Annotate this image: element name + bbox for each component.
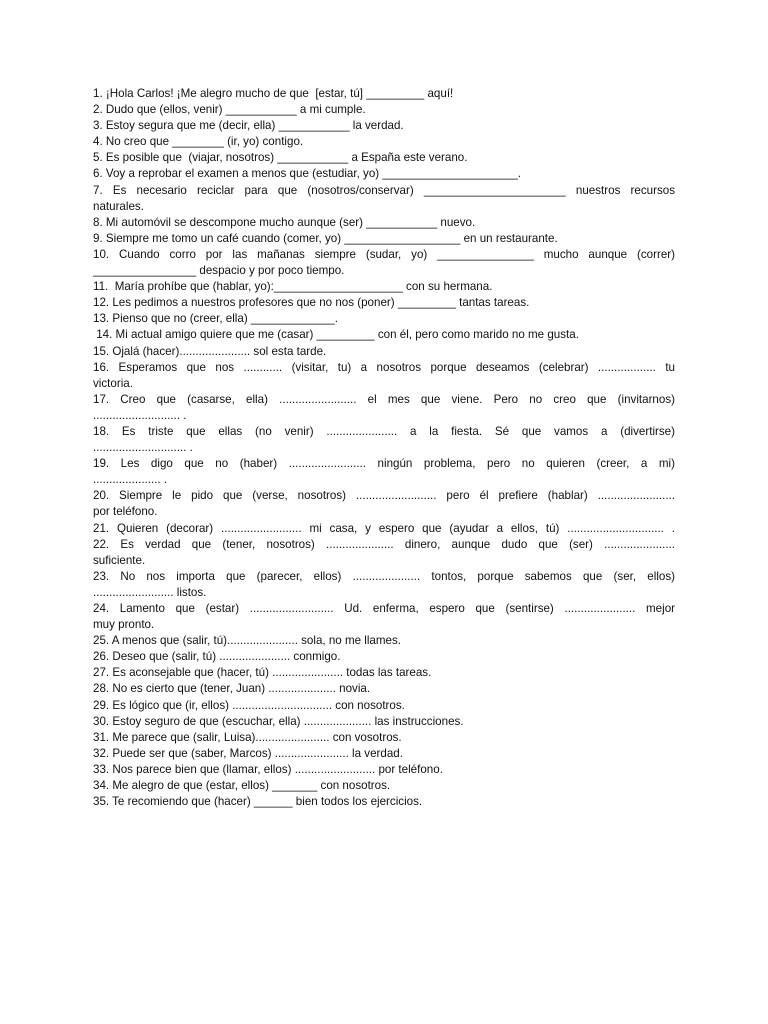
worksheet (93, 86, 675, 810)
exercise-line: 21. Quieren (decorar) ......................... mi casa, y espero que (ayudar a ellos, tú) .............................. . (93, 521, 675, 535)
exercise-line: 30. Estoy seguro de que (escuchar, ella) ..................... las instrucciones. (93, 714, 464, 728)
exercise-line: ......................... listos. (93, 585, 207, 599)
exercise-line: por teléfono. (93, 505, 158, 519)
exercise-line: 11. María prohíbe que (hablar, yo):____________________ con su hermana. (93, 280, 493, 294)
exercise-line: 35. Te recomiendo que (hacer) ______ bien todos los ejercicios. (93, 795, 423, 809)
exercise-line: 24. Lamento que (estar) .......................... Ud. enferma, espero que (sentirse) ...................... mejor (93, 602, 675, 615)
exercise-line: 15. Ojalá (hacer)...................... sol esta tarde. (93, 344, 327, 358)
exercise-line: 18. Es triste que ellas (no venir) ...................... a la fiesta. Sé que vamos a (divertirse) (93, 424, 675, 438)
exercise-line: 12. Les pedimos a nuestros profesores que no nos (poner) _________ tantas tareas. (93, 296, 530, 310)
exercise-line: 7. Es necesario reciclar para que (nosotros/conservar) ______________________ nuestros recursos (93, 183, 675, 197)
exercise-line: 9. Siempre me tomo un café cuando (comer, yo) __________________ en un restaurante. (93, 231, 558, 245)
exercise-line: 17. Creo que (casarse, ella) ........................ el mes que viene. Pero no creo que (invitarnos) (93, 392, 675, 406)
exercise-line: 8. Mi automóvil se descompone mucho aunque (ser) ___________ nuevo. (93, 215, 476, 229)
exercise-line: 32. Puede ser que (saber, Marcos) ....................... la verdad. (93, 746, 403, 760)
exercise-line: 13. Pienso que no (creer, ella) _____________. (93, 312, 338, 326)
exercise-line: naturales. (93, 199, 144, 213)
exercise-line: 26. Deseo que (salir, tú) ...................... conmigo. (93, 650, 341, 664)
exercise-line: 20. Siempre le pido que (verse, nosotros) ......................... pero él prefiere (hablar) ........................ (93, 489, 675, 503)
exercise-line: ........................... . (93, 408, 187, 422)
exercise-line: 22. Es verdad que (tener, nosotros) ..................... dinero, aunque dudo que (ser) ...................... (93, 537, 675, 551)
exercise-line: 31. Me parece que (salir, Luisa)....................... con vosotros. (93, 730, 402, 744)
exercise-line: 4. No creo que ________ (ir, yo) contigo. (93, 135, 304, 149)
exercise-line: ..................... . (93, 473, 168, 487)
exercise-line: ________________ despacio y por poco tiempo. (93, 264, 345, 278)
exercise-line: 28. No es cierto que (tener, Juan) ..................... novia. (93, 682, 371, 696)
exercise-line: victoria. (93, 376, 133, 390)
exercise-line: 5. Es posible que (viajar, nosotros) ___________ a España este verano. (93, 151, 468, 165)
exercise-line: 33. Nos parece bien que (llamar, ellos) ......................... por teléfono. (93, 762, 443, 776)
exercise-line: 3. Estoy segura que me (decir, ella) ___________ la verdad. (93, 119, 404, 133)
exercise-line: 29. Es lógico que (ir, ellos) ............................... con nosotros. (93, 698, 405, 712)
exercise-line: 19. Les digo que no (haber) ........................ ningún problema, pero no quieren (creer, a mi) (93, 457, 675, 471)
exercise-line: ............................. . (93, 441, 193, 455)
exercise-line: 16. Esperamos que nos ............ (visitar, tu) a nosotros porque deseamos (celebrar) .................. tu (93, 360, 675, 374)
exercise-line: 2. Dudo que (ellos, venir) ___________ a mi cumple. (93, 103, 366, 117)
exercise-line: 6. Voy a reprobar el examen a menos que (estudiar, yo) _____________________. (93, 167, 521, 181)
exercise-line: 27. Es aconsejable que (hacer, tú) ...................... todas las tareas. (93, 666, 432, 680)
exercise-line: 10. Cuando corro por las mañanas siempre (sudar, yo) _______________ mucho aunque (correr) (93, 247, 675, 261)
exercise-line: 14. Mi actual amigo quiere que me (casar) _________ con él, pero como marido no me gusta. (93, 328, 579, 342)
exercise-line: 1. ¡Hola Carlos! ¡Me alegro mucho de que [estar, tú] _________ aquí! (93, 87, 454, 100)
exercise-line: suficiente. (93, 553, 146, 567)
exercise-line: 25. A menos que (salir, tú)...................... sola, no me llames. (93, 634, 402, 648)
exercise-line: 34. Me alegro de que (estar, ellos) _______ con nosotros. (93, 779, 391, 793)
exercise-line: muy pronto. (93, 618, 155, 632)
exercise-line: 23. No nos importa que (parecer, ellos) ..................... tontos, porque sabemos que (ser, ellos) (93, 569, 675, 583)
